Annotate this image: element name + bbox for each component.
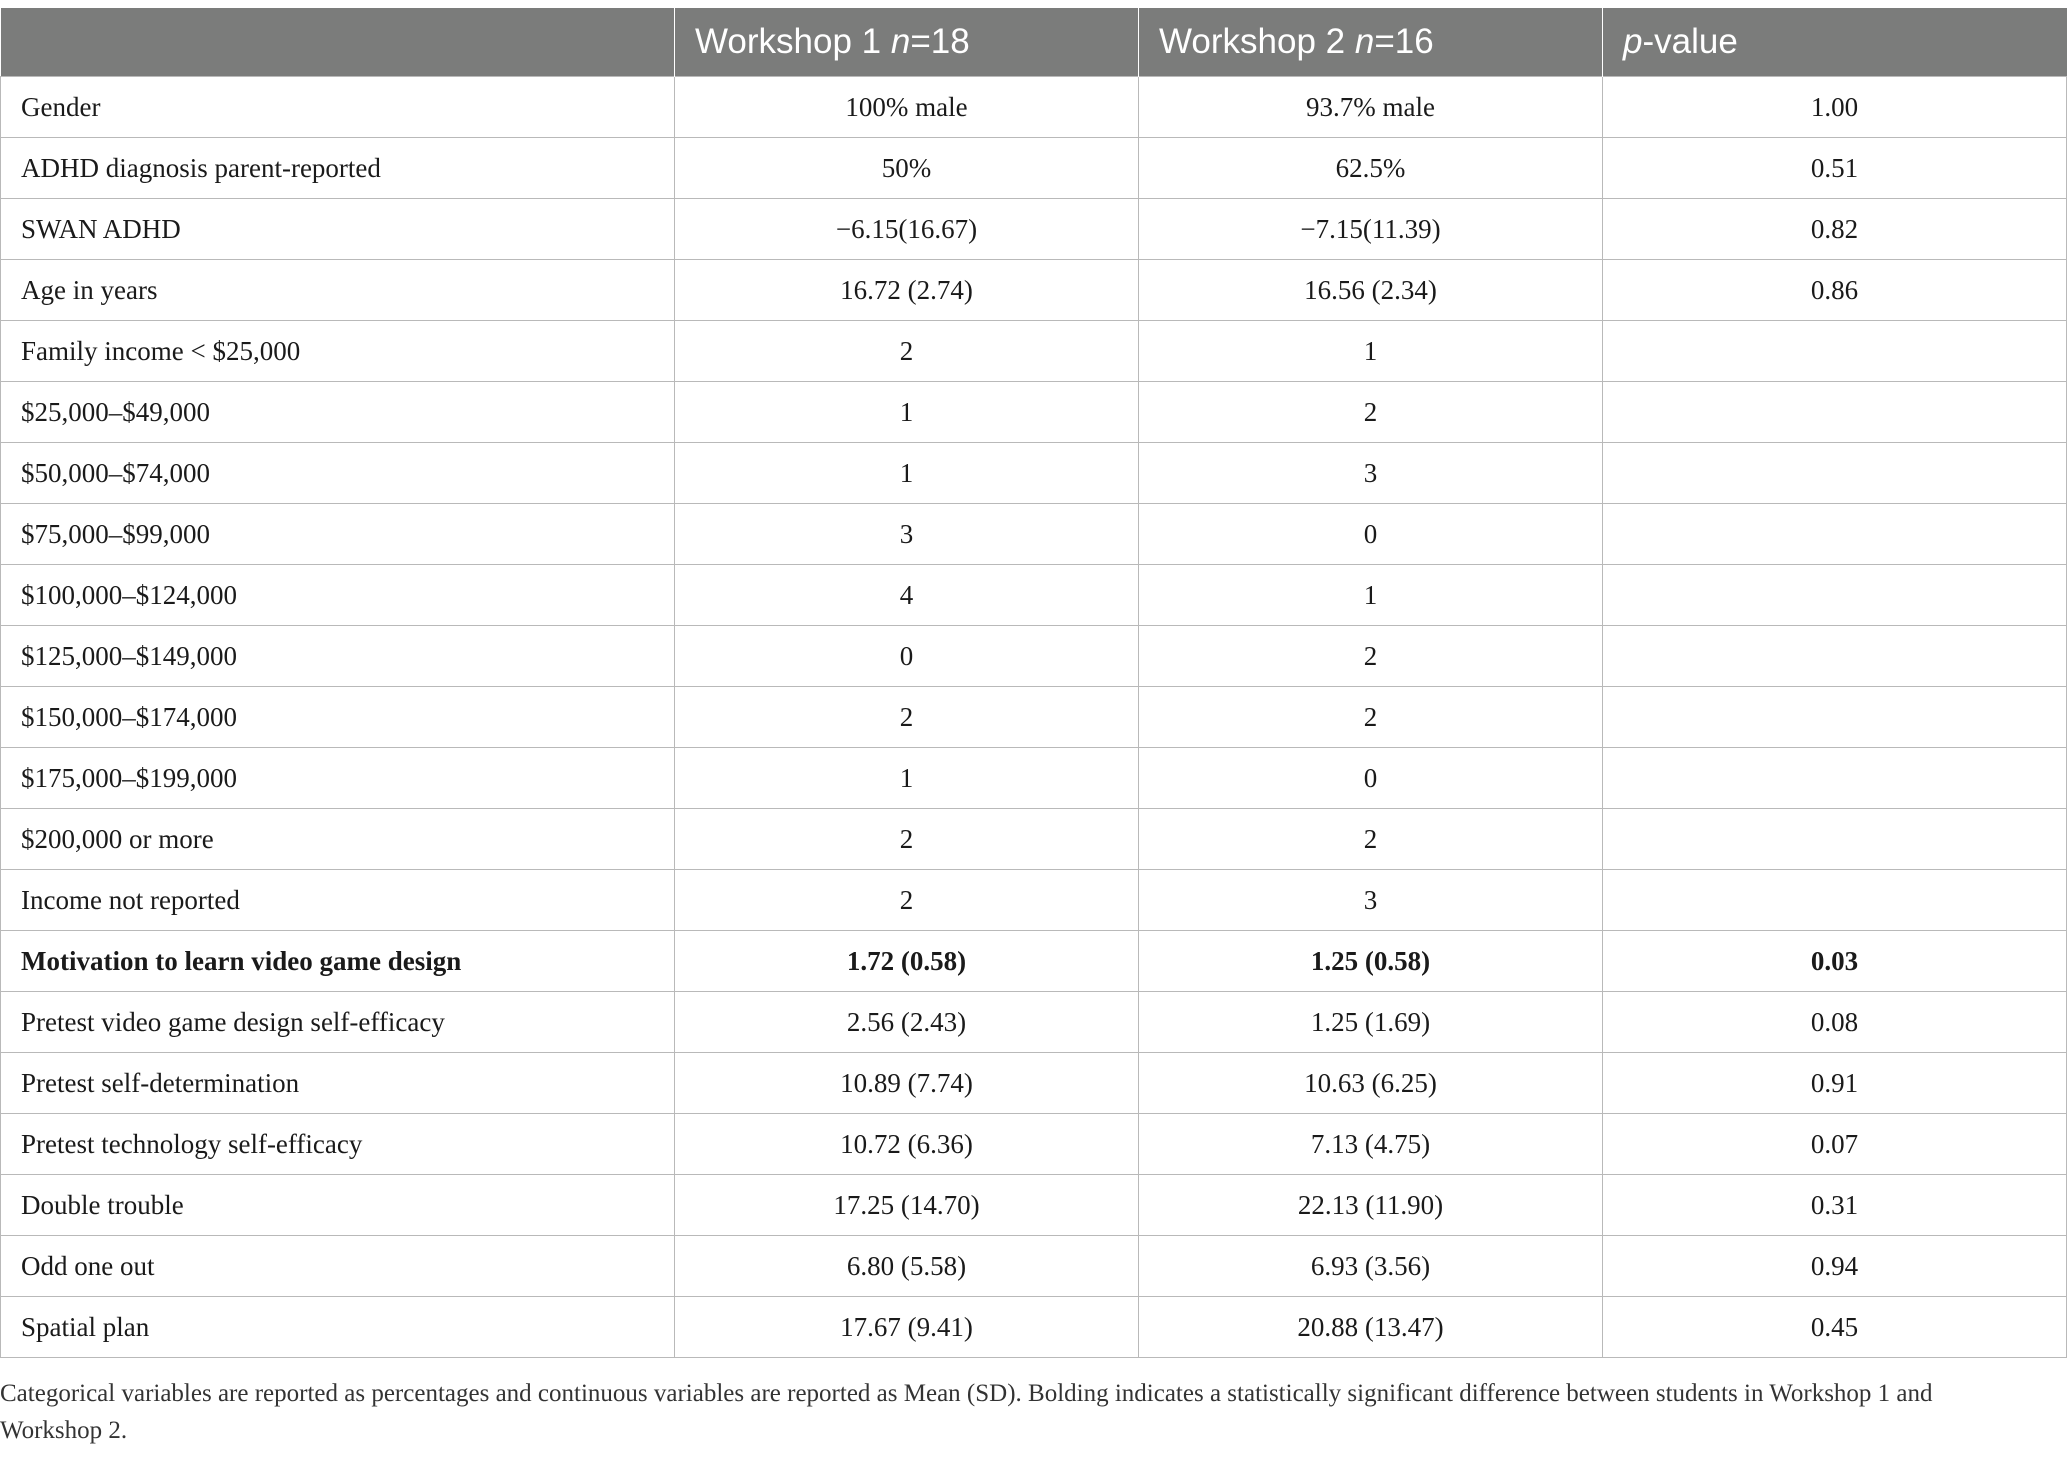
p-value: 0.08 bbox=[1603, 992, 2067, 1053]
row-label: Double trouble bbox=[1, 1175, 675, 1236]
workshop-1-value: 1 bbox=[675, 443, 1139, 504]
workshop-1-value: 10.72 (6.36) bbox=[675, 1114, 1139, 1175]
workshop-2-value: 2 bbox=[1139, 809, 1603, 870]
table-row bbox=[1, 1114, 2067, 1175]
row-label: Motivation to learn video game design bbox=[1, 931, 675, 992]
workshop-2-value: 7.13 (4.75) bbox=[1139, 1114, 1603, 1175]
table-row bbox=[1, 565, 2067, 626]
workshop-1-value: 0 bbox=[675, 626, 1139, 687]
workshop-2-value: 1.25 (0.58) bbox=[1139, 931, 1603, 992]
workshop-2-value: 20.88 (13.47) bbox=[1139, 1297, 1603, 1358]
table-row bbox=[1, 809, 2067, 870]
workshop-1-value: 3 bbox=[675, 504, 1139, 565]
header-p-value: p-value bbox=[1603, 8, 2067, 77]
p-value: 0.86 bbox=[1603, 260, 2067, 321]
table-body bbox=[1, 77, 2067, 1358]
row-label: $25,000–$49,000 bbox=[1, 382, 675, 443]
table-row bbox=[1, 626, 2067, 687]
row-label: $100,000–$124,000 bbox=[1, 565, 675, 626]
workshop-2-value: 22.13 (11.90) bbox=[1139, 1175, 1603, 1236]
p-value: 0.91 bbox=[1603, 1053, 2067, 1114]
workshop-2-value: 1 bbox=[1139, 321, 1603, 382]
workshop-1-value: 50% bbox=[675, 138, 1139, 199]
workshop-2-value: 3 bbox=[1139, 443, 1603, 504]
p-value: 0.82 bbox=[1603, 199, 2067, 260]
workshop-2-value: −7.15(11.39) bbox=[1139, 199, 1603, 260]
header-workshop-1: Workshop 1 n=18 bbox=[675, 8, 1139, 77]
workshop-2-value: 0 bbox=[1139, 748, 1603, 809]
workshop-1-value: 2.56 (2.43) bbox=[675, 992, 1139, 1053]
workshop-1-value: 2 bbox=[675, 687, 1139, 748]
table-footnote: Categorical variables are reported as percentages and continuous variables are reported as Mean (SD). Bolding indicates a statistically significant difference between students in Workshop 1 and Workshop 2. bbox=[0, 1380, 1933, 1444]
table-row bbox=[1, 77, 2067, 138]
p-value: 0.94 bbox=[1603, 1236, 2067, 1297]
row-label: Income not reported bbox=[1, 870, 675, 931]
workshop-2-value: 1 bbox=[1139, 565, 1603, 626]
workshop-2-value: 2 bbox=[1139, 687, 1603, 748]
workshop-1-value: 2 bbox=[675, 321, 1139, 382]
workshop-1-value: −6.15(16.67) bbox=[675, 199, 1139, 260]
p-value: 1.00 bbox=[1603, 77, 2067, 138]
row-label: Family income < $25,000 bbox=[1, 321, 675, 382]
workshop-1-value: 17.25 (14.70) bbox=[675, 1175, 1139, 1236]
workshop-1-value: 2 bbox=[675, 809, 1139, 870]
table-container bbox=[0, 8, 2066, 1358]
row-label: SWAN ADHD bbox=[1, 199, 675, 260]
workshop-2-value: 1.25 (1.69) bbox=[1139, 992, 1603, 1053]
p-value bbox=[1603, 443, 2067, 504]
demographics-table bbox=[0, 8, 2067, 1358]
workshop-1-value: 1 bbox=[675, 382, 1139, 443]
p-value: 0.51 bbox=[1603, 138, 2067, 199]
workshop-1-value: 1.72 (0.58) bbox=[675, 931, 1139, 992]
workshop-1-value: 2 bbox=[675, 870, 1139, 931]
row-label: $175,000–$199,000 bbox=[1, 748, 675, 809]
row-label: Age in years bbox=[1, 260, 675, 321]
workshop-1-value: 17.67 (9.41) bbox=[675, 1297, 1139, 1358]
row-label: ADHD diagnosis parent-reported bbox=[1, 138, 675, 199]
p-value bbox=[1603, 687, 2067, 748]
header-workshop-2: Workshop 2 n=16 bbox=[1139, 8, 1603, 77]
row-label: $75,000–$99,000 bbox=[1, 504, 675, 565]
p-value bbox=[1603, 870, 2067, 931]
table-row bbox=[1, 321, 2067, 382]
table-header-row bbox=[1, 8, 2067, 77]
workshop-2-value: 16.56 (2.34) bbox=[1139, 260, 1603, 321]
p-value: 0.31 bbox=[1603, 1175, 2067, 1236]
table-row bbox=[1, 748, 2067, 809]
table-row bbox=[1, 687, 2067, 748]
p-value bbox=[1603, 321, 2067, 382]
table-row bbox=[1, 260, 2067, 321]
row-label: Pretest video game design self-efficacy bbox=[1, 992, 675, 1053]
row-label: Spatial plan bbox=[1, 1297, 675, 1358]
table-row bbox=[1, 443, 2067, 504]
workshop-2-value: 62.5% bbox=[1139, 138, 1603, 199]
p-value bbox=[1603, 565, 2067, 626]
row-label: $125,000–$149,000 bbox=[1, 626, 675, 687]
table-row bbox=[1, 870, 2067, 931]
row-label: Pretest technology self-efficacy bbox=[1, 1114, 675, 1175]
p-value bbox=[1603, 626, 2067, 687]
row-label: $150,000–$174,000 bbox=[1, 687, 675, 748]
workshop-2-value: 10.63 (6.25) bbox=[1139, 1053, 1603, 1114]
header-variable bbox=[1, 8, 675, 77]
workshop-2-value: 0 bbox=[1139, 504, 1603, 565]
row-label: Odd one out bbox=[1, 1236, 675, 1297]
p-value: 0.07 bbox=[1603, 1114, 2067, 1175]
workshop-1-value: 6.80 (5.58) bbox=[675, 1236, 1139, 1297]
workshop-1-value: 16.72 (2.74) bbox=[675, 260, 1139, 321]
workshop-2-value: 2 bbox=[1139, 626, 1603, 687]
table-row bbox=[1, 1236, 2067, 1297]
workshop-2-value: 6.93 (3.56) bbox=[1139, 1236, 1603, 1297]
workshop-1-value: 4 bbox=[675, 565, 1139, 626]
table-row bbox=[1, 138, 2067, 199]
p-value: 0.03 bbox=[1603, 931, 2067, 992]
row-label: $50,000–$74,000 bbox=[1, 443, 675, 504]
p-value bbox=[1603, 504, 2067, 565]
workshop-2-value: 2 bbox=[1139, 382, 1603, 443]
table-row bbox=[1, 199, 2067, 260]
p-value: 0.45 bbox=[1603, 1297, 2067, 1358]
p-value bbox=[1603, 748, 2067, 809]
workshop-2-value: 3 bbox=[1139, 870, 1603, 931]
table-row bbox=[1, 504, 2067, 565]
workshop-1-value: 100% male bbox=[675, 77, 1139, 138]
p-value bbox=[1603, 382, 2067, 443]
row-label: $200,000 or more bbox=[1, 809, 675, 870]
row-label: Pretest self-determination bbox=[1, 1053, 675, 1114]
workshop-2-value: 93.7% male bbox=[1139, 77, 1603, 138]
workshop-1-value: 10.89 (7.74) bbox=[675, 1053, 1139, 1114]
table-row bbox=[1, 931, 2067, 992]
table-row bbox=[1, 1175, 2067, 1236]
table-row bbox=[1, 992, 2067, 1053]
workshop-1-value: 1 bbox=[675, 748, 1139, 809]
p-value bbox=[1603, 809, 2067, 870]
table-row bbox=[1, 1053, 2067, 1114]
table-row bbox=[1, 1297, 2067, 1358]
table-row bbox=[1, 382, 2067, 443]
row-label: Gender bbox=[1, 77, 675, 138]
